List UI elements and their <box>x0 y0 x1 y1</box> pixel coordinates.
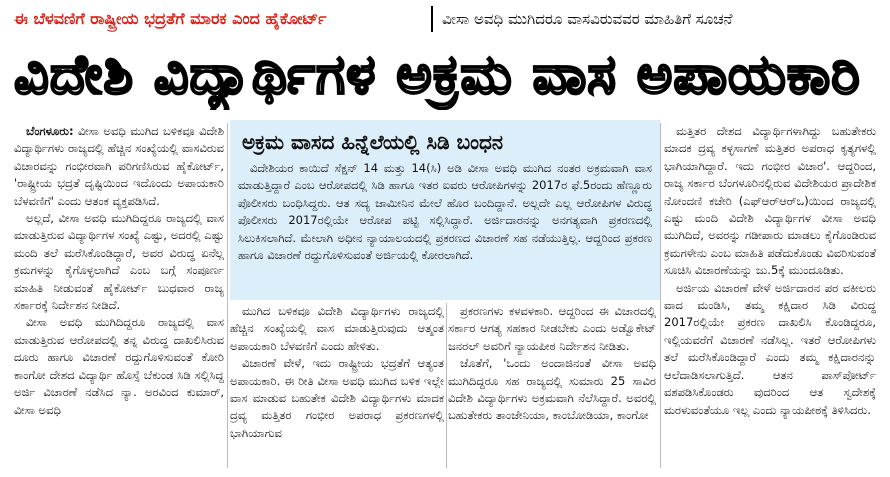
paragraph: ವಿದೇಶಿಯರ ಕಾಯಿದೆ ಸೆಕ್ಷನ್ 14 ಮತ್ತು 14(ಸಿ) ಅಡಿ ವೀಸಾ ಅವಧಿ ಮುಗಿದ ನಂತರ ಅಕ್ರಮವಾಗಿ ವಾಸ ಮಾಡುತ್ತಿದ್ದಾರೆ ಎಂಬ ಆರೋಪದಲ್ಲಿ ಸಿಡಿ ಹಾಗೂ ಇತರ ಐವರು ಆರೋಪಿಗಳನ್ನು 2017ರ ಫೆ.5ರಂದು ಹೆಣ್ಣೂರು ಪೊಲೀಸರು ಬಂಧಿಸಿದ್ದರು. ಆತ ಸದ್ಯ ಜಾಮೀನಿನ ಮೇಲೆ ಹೊರ ಬಂದಿದ್ದಾನೆ. ಅಲ್ಲದೇ ಎಲ್ಲ ಆರೋಪಿಗಳ ವಿರುದ್ಧ ಪೊಲೀಸರು 2017ರಲ್ಲಿಯೇ ಆರೋಪ ಪಟ್ಟಿ ಸಲ್ಲಿಸಿದ್ದಾರೆ. ಅರ್ಜಿದಾರನನ್ನು ಅನಗತ್ಯವಾಗಿ ಪ್ರಕರಣದಲ್ಲಿ ಸಿಲುಕಿಸಲಾಗಿದೆ. ಮೇಲಾಗಿ ಅಧೀನ ನ್ಯಾಯಾಲಯದಲ್ಲಿ ಪ್ರಕರಣದ ವಿಚಾರಣೆ ಸಹ ನಡೆಯುತ್ತಿಲ್ಲ. ಆದ್ದರಿಂದ ಪ್ರಕರಣ ಹಾಗೂ ವಿಚಾರಣೆ ರದ್ದುಗೊಳಿಸುವಂತೆ ಅರ್ಜಿಯಲ್ಲಿ ಕೋರಲಾಗಿದೆ. <box>238 161 652 263</box>
paragraph <box>14 123 224 210</box>
paragraph: ಮುಗಿದ ಬಳಿಕವೂ ವಿದೇಶಿ ವಿದ್ಯಾರ್ಥಿಗಳು ರಾಜ್ಯದಲ್ಲಿ ಹೆಚ್ಚಿನ ಸಂಖ್ಯೆಯಲ್ಲಿ ವಾಸ ಮಾಡುತ್ತಿರುವುದು ಆತ್ಮಂತ ಅಪಾಯಕಾರಿ ಬೆಳವಣಿಗೆ ಎಂದು ಹೇಳಿತು. <box>230 304 444 353</box>
headline: ವಿದೇಶಿ ವಿದ್ಯಾರ್ಥಿಗಳ ಅಕ್ರಮ ವಾಸ ಅಪಾಯಕಾರಿ <box>14 43 861 106</box>
paragraph: ಮತ್ತಿತರ ದೇಶದ ವಿದ್ಯಾರ್ಥಿಗಳಾಗಿದ್ದು ಬಹುತೇಕರು ಮಾದಕ ದ್ರವ್ಯ ಕಳ್ಳಸಾಗಣೆ ಮತ್ತಿತರ ಅಪರಾಧ ಕೃತ್ಯಗಳಲ್ಲಿ ಭಾಗಿಯಾಗಿದ್ದಾರೆ. ಇದು ಗಂಭೀರ ವಿಚಾರ'. ಆದ್ದರಿಂದ, ರಾಜ್ಯ ಸರ್ಕಾರ ಬೆಂಗಳೂರಿನಲ್ಲಿರುವ ವಿದೇಶಿಯರ ಪ್ರಾದೇಶಿಕ ನೋಂದಣಿ ಕಚೇರಿ (ಎಫ್‌ಆರ್‌ಆರ್‌ಒ)ಯಿಂದ ರಾಜ್ಯದಲ್ಲಿ ಎಷ್ಟು ಮಂದಿ ವಿದೇಶಿ ವಿದ್ಯಾರ್ಥಿಗಳ ವೀಸಾ ಅವಧಿ ಮುಗಿದಿದೆ, ಅವರನ್ನು ಗಡೀಪಾರು ಮಾಡಲು ಕೈಗೊಂಡಿರುವ ಕ್ರಮಗಳೇನು ಎಂಬ ಮಾಹಿತಿ ಪಡೆದುಕೊಂಡು ವಿವರಿಸುವಂತೆ ಸೂಚಿಸಿ ವಿಚಾರಣೆಯನ್ನು ಜು.5ಕ್ಕೆ ಮುಂದೂಡಿತು. <box>664 124 876 278</box>
kicker-bar <box>0 0 890 34</box>
sidebar-body <box>238 160 652 298</box>
column-rule <box>660 123 661 468</box>
column-rule <box>227 123 228 468</box>
column-3 <box>448 303 656 468</box>
column-1 <box>14 123 224 468</box>
kicker-left: ಈ ಬೆಳವಣಿಗೆ ರಾಷ್ಟ್ರೀಯ ಭದ್ರತೆಗೆ ಮಾರಕ ಎಂದ ಹೈಕೋರ್ಟ್ <box>14 9 327 28</box>
paragraph: ಅಲ್ಲದೆ, ವೀಸಾ ಅವಧಿ ಮುಗಿದಿದ್ದರೂ ರಾಜ್ಯದಲ್ಲಿ ವಾಸ ಮಾಡುತ್ತಿರುವ ವಿದ್ಯಾರ್ಥಿಗಳ ಸಂಖ್ಯೆ ಎಷ್ಟು, ಅದರಲ್ಲಿ ಎಷ್ಟು ಮಂದಿ ತಲೆ ಮರೆಸಿಕೊಂಡಿದ್ದಾರೆ, ಅವರ ವಿರುದ್ಧ ಏನೆಲ್ಲ ಕ್ರಮಗಳನ್ನು ಕೈಗೊಳ್ಳಲಾಗಿದೆ ಎಂಬ ಬಗ್ಗೆ ಸಂಪೂರ್ಣ ಮಾಹಿತಿ ನೀಡುವಂತೆ ಹೈಕೋರ್ಟ್ ಬುಧವಾರ ರಾಜ್ಯ ಸರ್ಕಾರಕ್ಕೆ ನಿರ್ದೇಶನ ನೀಡಿದೆ. <box>14 211 224 313</box>
column-rule <box>446 303 447 468</box>
paragraph: ಅರ್ಜಿಯ ವಿಚಾರಣೆ ವೇಳೆ ಅರ್ಜಿದಾರನ ಪರ ವಕೀಲರು ವಾದ ಮಂಡಿಸಿ, ತಮ್ಮ ಕಕ್ಷಿದಾರ ಸಿಡಿ ವಿರುದ್ಧ 2017ರಲ್ಲಿಯೇ ಪ್ರಕರಣ ದಾಖಲಿಸಿ ಕೊಂಡಿದ್ದರೂ, ಇಲ್ಲಿಯವರೆಗೆ ವಿಚಾರಣೆ ನಡೆಸಿಲ್ಲ. ಇತರೆ ಆರೋಪಿಗಳು ತಲೆ ಮರೆಸಿಕೊಂಡಿದ್ದಾರೆ ಎಂದು ತಮ್ಮ ಕಕ್ಷಿದಾರನನ್ನು ಆಲೆದಾಡಿಸಲಾಗುತ್ತಿದೆ. ಆತನ ಪಾಸ್‌ಪೋರ್ಟ್ ವಶಪಡಿಸಿಕೊಂಡರು ವುದರಿಂದ ಆತ ಸ್ವದೇಶಕ್ಕೆ ಮರಳುವಂತೆಯೂ ಇಲ್ಲ ಎಂದು ನ್ಯಾಯಪೀಠಕ್ಕೆ ತಿಳಿಸಿದರು. <box>664 280 876 417</box>
dateline: ಬೆಂಗಳೂರು: <box>26 124 74 138</box>
column-2 <box>230 303 444 468</box>
paragraph: ವೀಸಾ ಅವಧಿ ಮುಗಿದಿದ್ದರೂ ರಾಜ್ಯದಲ್ಲಿ ವಾಸ ಮಾಡುತ್ತಿರುವ ಆರೋಪದಲ್ಲಿ ತನ್ನ ವಿರುದ್ಧ ದಾಖಲಿಸಿರುವ ದೂರು ಹಾಗೂ ವಿಚಾರಣೆ ರದ್ದುಗೊಳಿಸುವಂತೆ ಕೋರಿ ಕಾಂಗೋ ದೇಶದ ವಿದ್ಯಾರ್ಥಿ ಹೊಸ್ಸೆ ಬೆಕುಂಡ ಸಿಡಿ ಸಲ್ಲಿಸಿದ್ದ ಅರ್ಜಿ ವಿಚಾರಣೆ ನಡೆಸಿದ ನ್ಯಾ. ಅರವಿಂದ ಕುಮಾರ್, ವೀಸಾ ಅವಧಿ <box>14 315 224 417</box>
sidebar-title: ಅಕ್ರಮ ವಾಸದ ಹಿನ್ನೆಲೆಯಲ್ಲಿ ಸಿಡಿ ಬಂಧನ <box>242 130 504 154</box>
kicker-divider <box>431 6 433 32</box>
column-4 <box>664 123 876 468</box>
paragraph: ವಿಚಾರಣೆ ವೇಳೆ, ಇದು ರಾಷ್ಟ್ರೀಯ ಭದ್ರತೆಗೆ ಆತ್ಯಂತ ಅಪಾಯಕಾರಿ. ಈ ರೀತಿ ವೀಸಾ ಅವಧಿ ಮುಗಿದ ಬಳಿಕ ಇಲ್ಲೇ ವಾಸ ಮಾಡುವ ಬಹುತೇಕ ವಿದೇಶಿ ವಿದ್ಯಾರ್ಥಿಗಳು ಮಾದಕ ದ್ರವ್ಯ ಮತ್ತಿತರ ಗಂಭೀರ ಅಪರಾಧ ಪ್ರಕರಣಗಳಲ್ಲಿ ಭಾಗಿಯಾಗುವ <box>230 356 444 440</box>
paragraph-text: ವೀಸಾ ಅವಧಿ ಮುಗಿದ ಬಳಿಕವೂ ವಿದೇಶಿ ವಿದ್ಯಾರ್ಥಿಗಳು ರಾಜ್ಯದಲ್ಲಿ ಹೆಚ್ಚಿನ ಸಂಖ್ಯೆಯಲ್ಲಿ ವಾಸವಿರುವ ವಿಚಾರವನ್ನು ಗಂಭೀರವಾಗಿ ಪರಿಗಣಿಸಿರುವ ಹೈಕೋರ್ಟ್, 'ರಾಷ್ಟ್ರೀಯ ಭದ್ರತೆ ದೃಷ್ಟಿಯಿಂದ ಇದೊಂದು ಅಪಾಯಕಾರಿ ಬೆಳವಣಿಗೆ' ಎಂದು ಆತಂಕ ವ್ಯಕ್ತಪಡಿಸಿದೆ. <box>14 124 224 208</box>
paragraph: ಪ್ರಕರಣಗಳು ಕಳವಳಕಾರಿ. ಆದ್ದರಿಂದ ಈ ವಿಚಾರದಲ್ಲಿ ಸರ್ಕಾರ ಆಗತ್ಯ ಸಹಕಾರ ನೀಡಬೇಕು ಎಂದು ಅಡ್ವೊಕೇಟ್ ಜನರಲ್ ಅವರಿಗೆ ನ್ಯಾಯಪೀಠ ನಿರ್ದೇಶನ ನೀಡಿತು. <box>448 304 656 353</box>
sidebar-box <box>230 120 660 300</box>
kicker-right: ವೀಸಾ ಅವಧಿ ಮುಗಿದರೂ ವಾಸವಿರುವವರ ಮಾಹಿತಿಗೆ ಸೂಚನೆ <box>442 10 733 28</box>
paragraph: ಜೊತೆಗೆ, 'ಒಂದು ಅಂದಾಜಿನಂತೆ ವೀಸಾ ಅವಧಿ ಮುಗಿದಿದ್ದರೂ ಸಹ ರಾಜ್ಯದಲ್ಲಿ ಸುಮಾರು 25 ಸಾವಿರ ವಿದೇಶಿ ವಿದ್ಯಾರ್ಥಿಗಳು ಅಕ್ರಮವಾಗಿ ನೆಲೆಸಿದ್ದಾರೆ. ಅವರಲ್ಲಿ ಬಹುತೇಕರು ತಾಂಜೇನಿಯಾ, ಕಾಂಬೋಡಿಯಾ, ಕಾಂಗೋ <box>448 356 656 423</box>
